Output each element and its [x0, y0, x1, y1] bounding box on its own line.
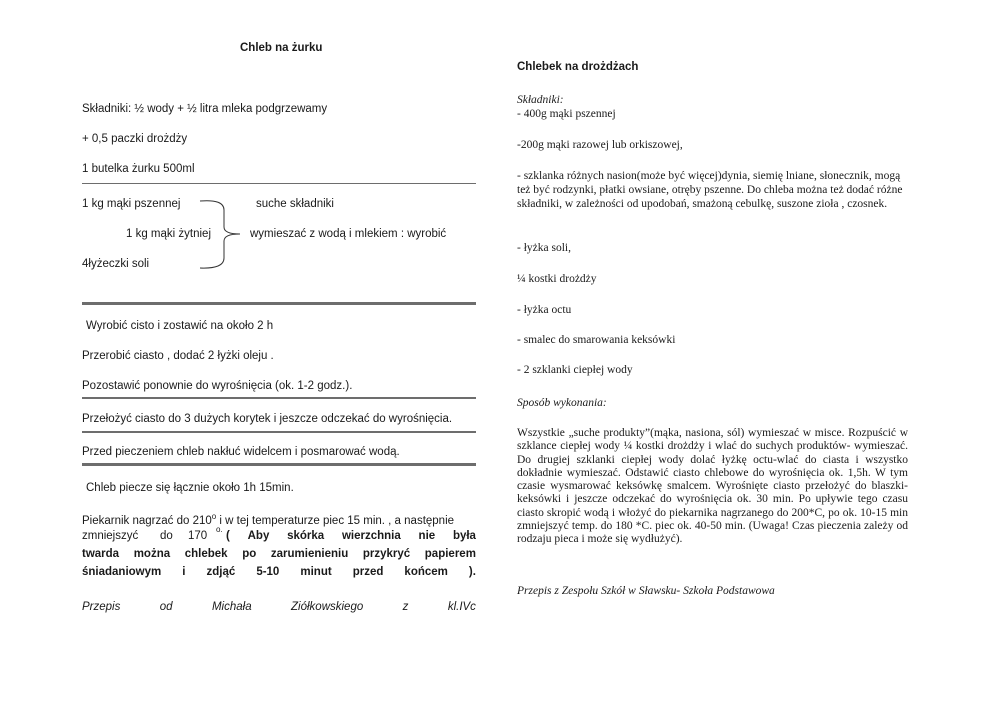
word: ).	[468, 566, 476, 578]
divider-3	[82, 397, 476, 399]
word: przed	[352, 566, 384, 578]
ingredient-item: - szklanka różnych nasion(może być więcej)dynia, siemię lniane, słonecznik, mogą też być rodzynki, płatki owsiane, otręby pszenne. Do chleba można też dodać różne składniki, w zależności od upodobań, smażoną cebulkę, suszone zioła , czosnek.	[517, 170, 903, 210]
word: Przepis	[82, 601, 121, 613]
word: można	[133, 548, 171, 560]
word: Ziółkowskiego	[291, 601, 364, 613]
ingredient-item: - 2 szklanki ciepłej wody	[517, 364, 633, 376]
word: od	[159, 601, 173, 613]
right-title: Chlebek na drożdżach	[517, 61, 639, 73]
ingredient-item: - 400g mąki pszennej	[517, 108, 616, 120]
word: nie	[418, 530, 436, 542]
divider-1	[82, 183, 476, 184]
degree-mark: o.	[216, 525, 223, 534]
word: twarda	[82, 548, 120, 560]
oven-line-2-bold	[226, 530, 476, 542]
word: kl.IVc	[447, 601, 476, 613]
word: była	[452, 530, 476, 542]
divider-4	[82, 431, 476, 433]
left-ingredients-line1: Składniki: ½ wody + ½ litra mleka podgrzewamy	[82, 103, 328, 115]
right-ingredients-heading: Składniki:	[517, 94, 564, 106]
oven-line-3	[82, 548, 476, 560]
word: śniadaniowym	[82, 566, 162, 578]
word: Michała	[211, 601, 252, 613]
word: zarumienieniu	[270, 548, 349, 560]
word: 5-10	[256, 566, 280, 578]
word: minut	[300, 566, 332, 578]
word: 170	[188, 530, 208, 542]
word: po	[242, 548, 257, 560]
oven-line-1	[82, 512, 454, 527]
word: do	[160, 530, 173, 542]
word: skórka	[287, 530, 325, 542]
left-ingredients-line2: + 0,5 paczki drożdży	[82, 133, 188, 145]
left-ingredients-line3: 1 butelka żurku 500ml	[82, 163, 195, 175]
step-5: Przed pieczeniem chleb nakłuć widelcem i posmarować wodą.	[82, 446, 400, 458]
flour-rye: 1 kg mąki żytniej	[126, 228, 212, 240]
word: zdjąć	[206, 566, 236, 578]
oven-line-4	[82, 566, 476, 578]
mix-instruction: wymieszać z wodą i mlekiem : wyrobić	[250, 228, 447, 240]
flour-wheat: 1 kg mąki pszennej	[82, 198, 181, 210]
brace-icon	[196, 194, 252, 274]
ingredient-item: - smalec do smarowania keksówki	[517, 334, 676, 346]
salt: 4łyżeczki soli	[82, 258, 150, 270]
dry-ingredients-label: suche składniki	[256, 198, 334, 210]
left-source	[82, 601, 476, 613]
method-heading: Sposób wykonania:	[517, 397, 607, 409]
word: (	[226, 530, 230, 542]
word: zmniejszyć	[82, 530, 139, 542]
step-2: Przerobić ciasto , dodać 2 łyżki oleju .	[82, 350, 274, 362]
word: chlebek	[184, 548, 228, 560]
word: papierem	[424, 548, 476, 560]
divider-5	[82, 463, 476, 466]
ingredient-item: -200g mąki razowej lub orkiszowej,	[517, 139, 683, 151]
step-6: Chleb piecze się łącznie około 1h 15min.	[86, 482, 294, 494]
word: Aby	[247, 530, 270, 542]
word: i	[182, 566, 186, 578]
right-source: Przepis z Zespołu Szkół w Sławsku- Szkoła Podstawowa	[517, 585, 775, 597]
oven-line-1-end: i w tej temperaturze piec 15 min. , a następnie	[216, 514, 455, 527]
left-title: Chleb na żurku	[240, 42, 323, 54]
word: końcem	[404, 566, 448, 578]
divider-2	[82, 302, 476, 305]
oven-line-1-start: Piekarnik nagrzać do 210	[82, 514, 212, 527]
word: z	[402, 601, 409, 613]
ingredient-item: - łyżka octu	[517, 304, 572, 316]
step-1: Wyrobić cisto i zostawić na około 2 h	[86, 320, 274, 332]
step-3: Pozostawić ponownie do wyrośnięcia (ok. 1-2 godz.).	[82, 380, 353, 392]
ingredient-item: - łyżka soli,	[517, 242, 571, 254]
word: wierzchnia	[341, 530, 401, 542]
degree-mark: o	[211, 512, 217, 521]
ingredient-item: ¼ kostki drożdży	[517, 273, 597, 285]
word: przykryć	[362, 548, 411, 560]
step-4: Przełożyć ciasto do 3 dużych korytek i jeszcze odczekać do wyrośnięcia.	[82, 413, 453, 425]
method-text: Wszystkie „suche produkty”(mąka, nasiona, sól) wymieszać w misce. Rozpuścić w szklance ciepłej wody ¼ kostki drożdży i wlać do suchych produktów- wymieszać. Do drugiej szklanki ciepłej wody dolać łyżkę octu-wlać do ciasta i wszystko dokładnie wymieszać. Odstawić ciasto chlebowe do wyrośnięcia ok. 1,5h. W tym czasie wysmarować keksówkę smalcem. Wyrośnięte ciasto przełożyć do blaszki-keksówki i jeszcze odczekać do wyrośnięcia ok. 30 min. Po upływie tego czasu ciasto skropić wodą i włożyć do piekarnika nagrzanego do 200*C, po ok. 10-15 min zmniejszyć temp. do 180 *C. piec ok. 40-50 min. (Uwaga! Czas pieczenia zależy od rodzaju pieca i może się wydłużyć).	[517, 427, 908, 546]
